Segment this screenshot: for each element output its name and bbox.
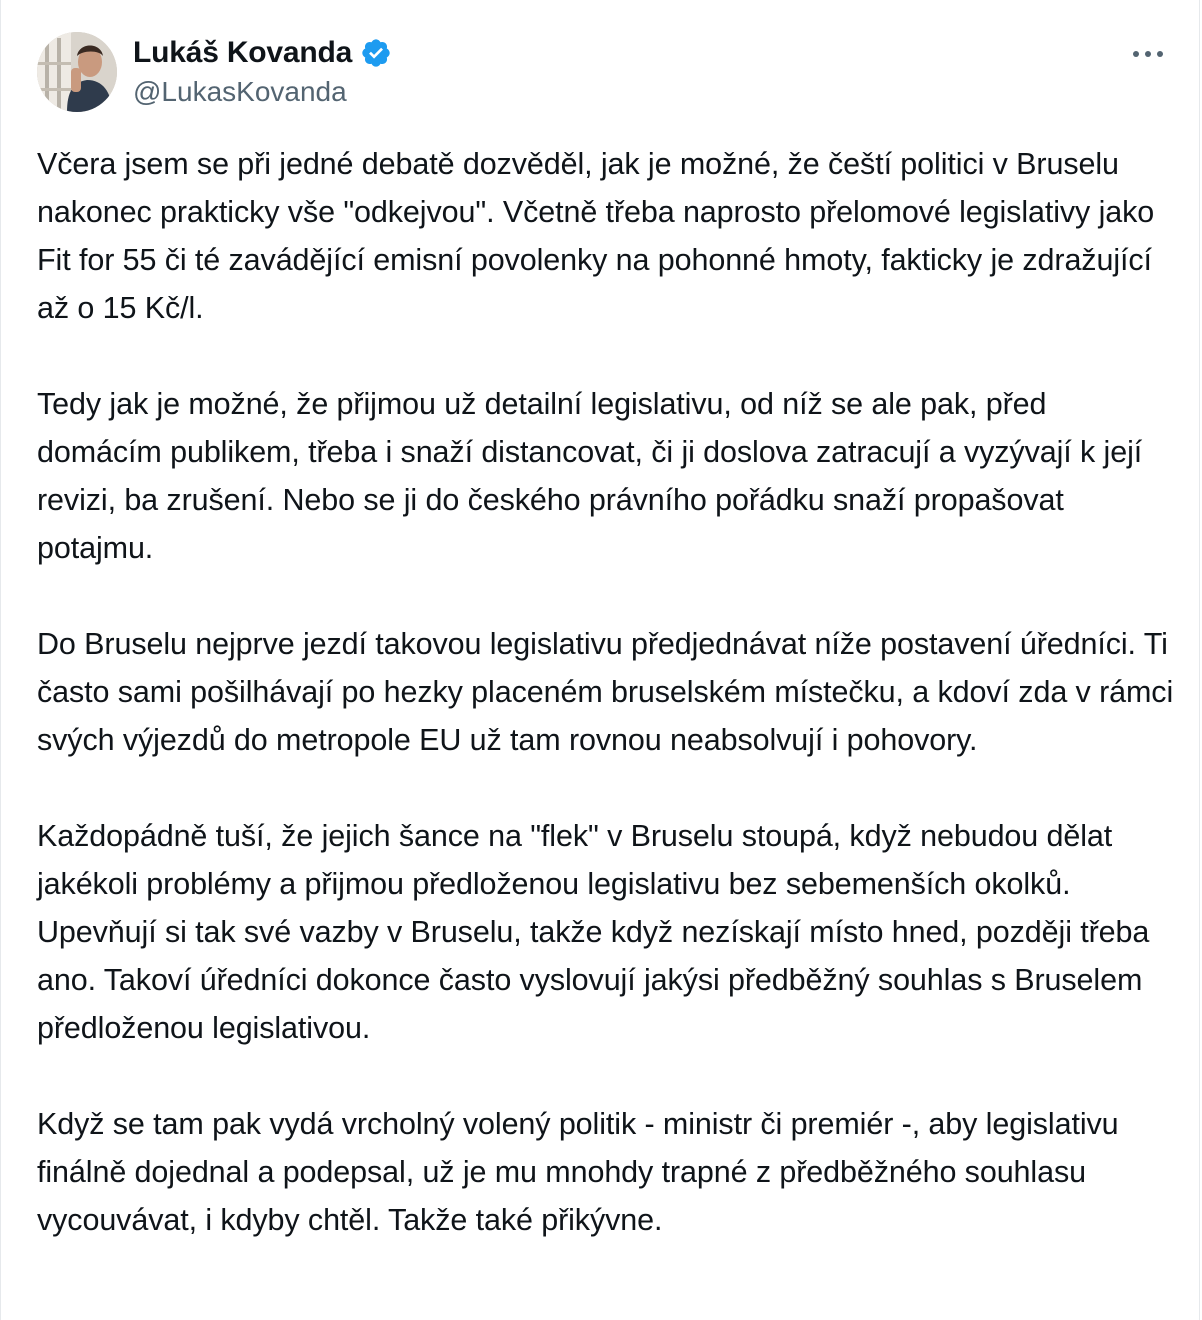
more-dot — [1145, 51, 1151, 57]
author-names — [133, 34, 392, 108]
tweet-paragraph: Tedy jak je možné, že přijmou už detailní legislativu, od níž se ale pak, před domácím publikem, třeba i snaží distancovat, či ji doslova zatracují a vyzývají k její revizi, ba zrušení. Nebo se ji do českého právního pořádku snaží propašovat potajmu. — [37, 387, 1143, 565]
author-display-name[interactable]: Lukáš Kovanda — [133, 36, 353, 69]
more-dot — [1157, 51, 1163, 57]
avatar-photo-icon — [37, 32, 117, 112]
tweet-text — [37, 140, 1177, 1292]
tweet-header — [37, 32, 1163, 114]
tweet-paragraph: Do Bruselu nejprve jezdí takovou legislativu předjednávat níže postavení úředníci. Ti často sami pošilhávají po hezky placeném bruselském místečku, a kdoví zda v rámci svých výjezdů do metropole EU už tam rovnou neabsolvují i pohovory. — [37, 627, 1174, 757]
verified-badge-icon[interactable] — [360, 37, 392, 69]
tweet-paragraph: Když se tam pak vydá vrcholný volený politik - ministr či premiér -, aby legislativu finálně dojednal a podepsal, už je mu mnohdy trapné z předběžného souhlasu vycouvávat, i kdyby chtěl. Takže také přikývne. — [37, 1107, 1119, 1237]
display-name-row — [133, 34, 392, 72]
tweet-paragraph: Včera jsem se při jedné debatě dozvěděl, jak je možné, že čeští politici v Bruselu nakonec prakticky vše "odkejvou". Včetně třeba naprosto přelomové legislativy jako Fit for 55 či té zavádějící emisní povolenky na pohonné hmoty, fakticky je zdražující až o 15 Kč/l. — [37, 147, 1155, 325]
more-dot — [1133, 51, 1139, 57]
more-options-icon[interactable] — [1123, 40, 1163, 68]
author-avatar[interactable] — [37, 32, 117, 112]
author-handle[interactable]: @LukasKovanda — [133, 76, 347, 107]
tweet-paragraph: Každopádně tuší, že jejich šance na "flek" v Bruselu stoupá, když nebudou dělat jakékoli problémy a přijmou předloženou legislativu bez sebemenších okolků. Upevňují si tak své vazby v Bruselu, takže když nezískají místo hned, později třeba ano. Takoví úředníci dokonce často vyslovují jakýsi předběžný souhlas s Bruselem předloženou legislativou. — [37, 819, 1150, 1045]
